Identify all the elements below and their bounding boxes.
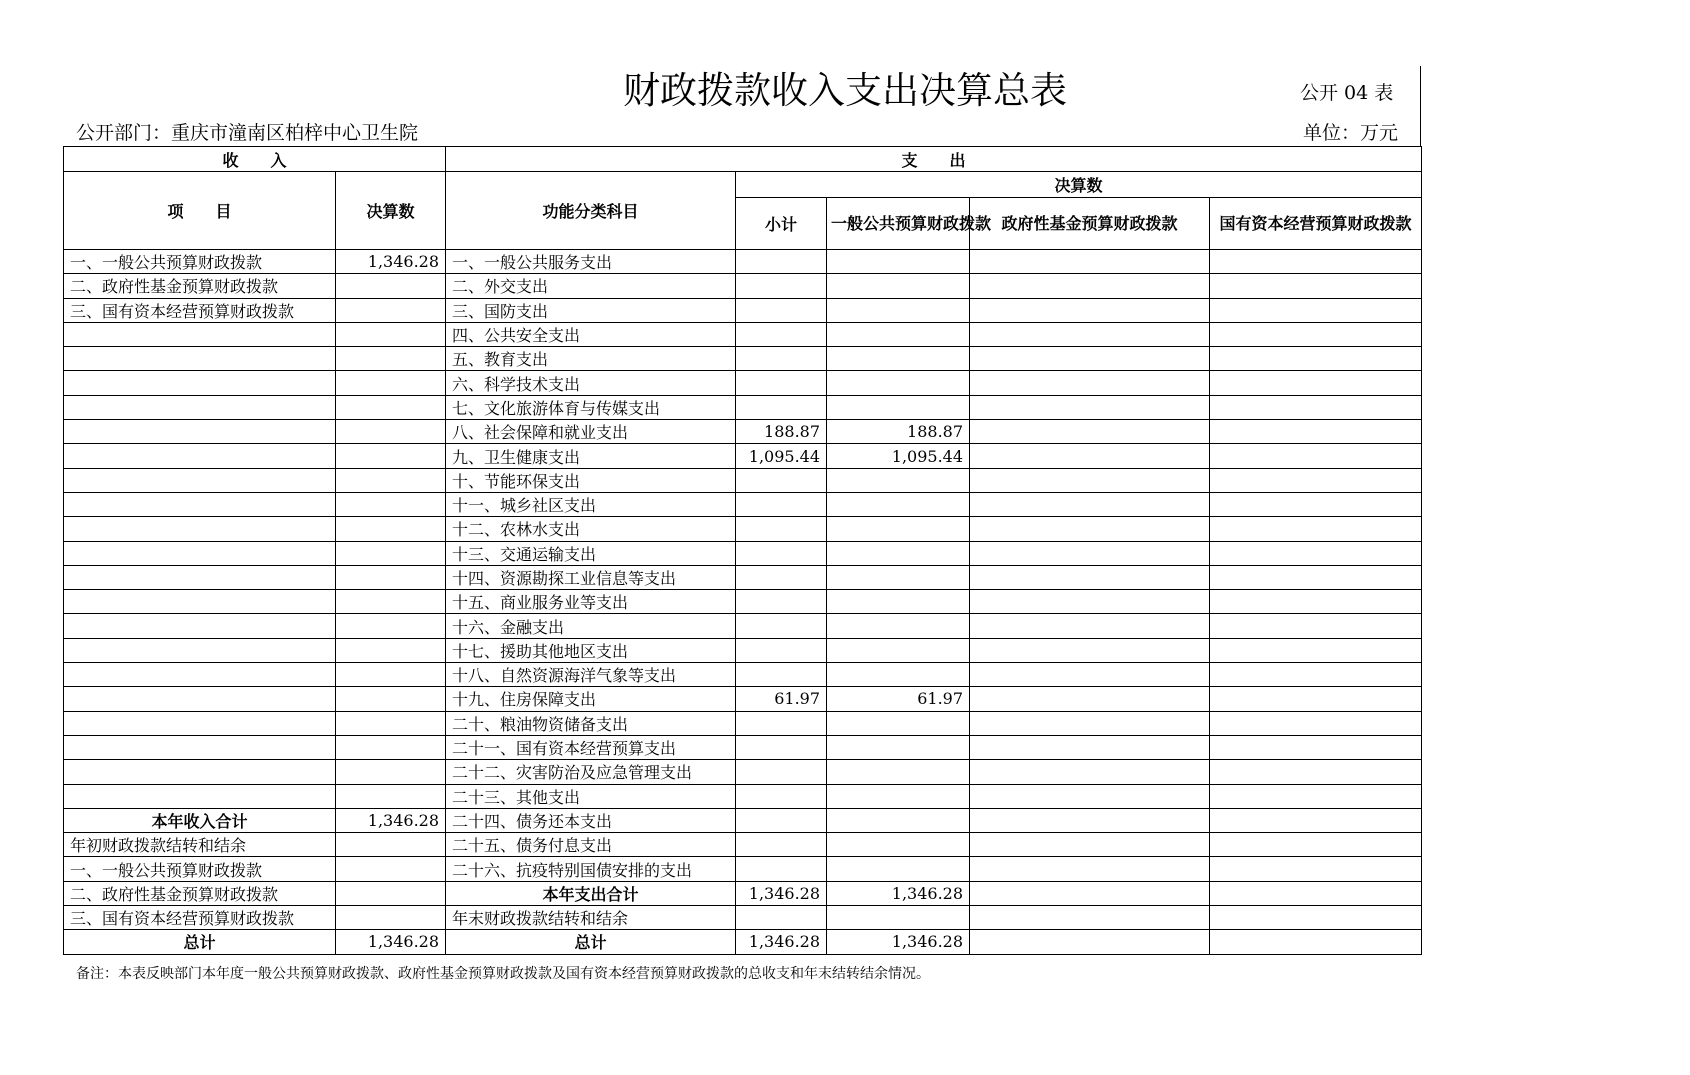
income-amount-cell	[336, 468, 446, 492]
general-budget-cell: 1,095.44	[827, 444, 970, 468]
table-body	[64, 250, 1422, 955]
subtotal-cell	[736, 833, 827, 857]
income-header: 收 入	[64, 147, 446, 172]
table-row	[64, 784, 1422, 808]
table-row	[64, 347, 1422, 371]
subtotal-cell	[736, 906, 827, 930]
income-amount-cell	[336, 638, 446, 662]
table-row	[64, 735, 1422, 759]
income-amount-cell	[336, 906, 446, 930]
table-row	[64, 857, 1422, 881]
state-capital-cell	[1210, 322, 1422, 346]
general-budget-cell: 188.87	[827, 420, 970, 444]
table-row	[64, 492, 1422, 516]
state-capital-cell	[1210, 468, 1422, 492]
income-amount-cell	[336, 663, 446, 687]
general-budget-header: 一般公共预算财政拨款	[827, 198, 970, 250]
income-amount-cell	[336, 517, 446, 541]
subtotal-cell	[736, 711, 827, 735]
state-capital-cell	[1210, 298, 1422, 322]
general-budget-cell	[827, 517, 970, 541]
subtotal-cell	[736, 274, 827, 298]
income-amount-cell	[336, 614, 446, 638]
general-budget-cell	[827, 298, 970, 322]
subtotal-cell: 1,095.44	[736, 444, 827, 468]
state-capital-header: 国有资本经营预算财政拨款	[1210, 198, 1422, 250]
table-row	[64, 322, 1422, 346]
income-item-cell	[64, 687, 336, 711]
subtotal-cell	[736, 760, 827, 784]
unit-label: 单位：万元	[1303, 122, 1399, 144]
general-budget-cell: 61.97	[827, 687, 970, 711]
income-item-cell: 二、政府性基金预算财政拨款	[64, 881, 336, 905]
income-amount-cell	[336, 492, 446, 516]
gov-fund-cell	[970, 638, 1210, 662]
budget-table	[63, 146, 1422, 955]
table-row	[64, 395, 1422, 419]
subtotal-cell	[736, 250, 827, 274]
expense-item-cell: 十、节能环保支出	[446, 468, 736, 492]
income-amount-cell: 1,346.28	[336, 808, 446, 832]
income-amount-cell	[336, 735, 446, 759]
general-budget-cell	[827, 347, 970, 371]
state-capital-cell	[1210, 760, 1422, 784]
state-capital-cell	[1210, 347, 1422, 371]
general-budget-cell	[827, 468, 970, 492]
expense-item-cell: 二、外交支出	[446, 274, 736, 298]
gov-fund-cell	[970, 420, 1210, 444]
state-capital-cell	[1210, 833, 1422, 857]
footnote: 备注：本表反映部门本年度一般公共预算财政拨款、政府性基金预算财政拨款及国有资本经营预算财政拨款的总收支和年末结转结余情况。	[76, 966, 930, 982]
income-item-cell: 本年收入合计	[64, 808, 336, 832]
gov-fund-cell	[970, 735, 1210, 759]
expense-item-cell: 十七、援助其他地区支出	[446, 638, 736, 662]
income-item-cell	[64, 638, 336, 662]
income-item-cell: 一、一般公共预算财政拨款	[64, 250, 336, 274]
state-capital-cell	[1210, 857, 1422, 881]
table-row	[64, 833, 1422, 857]
table-row	[64, 420, 1422, 444]
gov-fund-cell	[970, 857, 1210, 881]
expense-item-cell: 十一、城乡社区支出	[446, 492, 736, 516]
table-row	[64, 906, 1422, 930]
gov-fund-cell	[970, 590, 1210, 614]
state-capital-cell	[1210, 784, 1422, 808]
expense-item-cell: 三、国防支出	[446, 298, 736, 322]
expense-item-cell: 十四、资源勘探工业信息等支出	[446, 565, 736, 589]
department-label: 公开部门：重庆市潼南区柏梓中心卫生院	[76, 122, 419, 144]
expense-item-cell: 五、教育支出	[446, 347, 736, 371]
table-row	[64, 663, 1422, 687]
income-item-cell: 二、政府性基金预算财政拨款	[64, 274, 336, 298]
general-budget-cell	[827, 784, 970, 808]
income-amount-cell: 1,346.28	[336, 250, 446, 274]
table-row	[64, 711, 1422, 735]
gov-fund-cell	[970, 808, 1210, 832]
income-amount-cell	[336, 395, 446, 419]
expense-item-cell: 二十五、债务付息支出	[446, 833, 736, 857]
expense-item-cell: 十八、自然资源海洋气象等支出	[446, 663, 736, 687]
expense-item-cell: 十二、农林水支出	[446, 517, 736, 541]
expense-item-cell: 二十二、灾害防治及应急管理支出	[446, 760, 736, 784]
income-item-cell	[64, 784, 336, 808]
gov-fund-cell	[970, 250, 1210, 274]
gov-fund-cell	[970, 298, 1210, 322]
general-budget-cell	[827, 541, 970, 565]
table-row	[64, 541, 1422, 565]
general-budget-cell	[827, 808, 970, 832]
income-amount-cell	[336, 711, 446, 735]
income-item-cell: 三、国有资本经营预算财政拨款	[64, 906, 336, 930]
table-row	[64, 881, 1422, 905]
expense-item-cell: 八、社会保障和就业支出	[446, 420, 736, 444]
table-row	[64, 638, 1422, 662]
general-budget-cell	[827, 760, 970, 784]
general-budget-cell: 1,346.28	[827, 881, 970, 905]
expense-item-cell: 十六、金融支出	[446, 614, 736, 638]
general-budget-cell	[827, 565, 970, 589]
table-row	[64, 298, 1422, 322]
gov-fund-cell	[970, 614, 1210, 638]
income-item-cell	[64, 444, 336, 468]
income-amount-cell	[336, 565, 446, 589]
gov-fund-cell	[970, 517, 1210, 541]
subtotal-cell	[736, 614, 827, 638]
expense-item-cell: 二十一、国有资本经营预算支出	[446, 735, 736, 759]
subtotal-cell: 1,346.28	[736, 930, 827, 954]
table-row	[64, 565, 1422, 589]
income-amount-cell	[336, 274, 446, 298]
income-item-cell: 总计	[64, 930, 336, 954]
income-item-cell	[64, 517, 336, 541]
page-title: 财政拨款收入支出决算总表	[623, 69, 1067, 112]
expense-item-cell: 十五、商业服务业等支出	[446, 590, 736, 614]
state-capital-cell	[1210, 808, 1422, 832]
general-budget-cell	[827, 322, 970, 346]
table-row	[64, 808, 1422, 832]
subtotal-cell	[736, 371, 827, 395]
gov-fund-cell	[970, 930, 1210, 954]
state-capital-cell	[1210, 930, 1422, 954]
income-amount-cell	[336, 347, 446, 371]
income-item-cell	[64, 735, 336, 759]
gov-fund-cell	[970, 444, 1210, 468]
gov-fund-cell	[970, 371, 1210, 395]
income-amount-cell	[336, 881, 446, 905]
subtotal-cell	[736, 322, 827, 346]
state-capital-cell	[1210, 711, 1422, 735]
income-item-cell	[64, 614, 336, 638]
income-item-cell	[64, 541, 336, 565]
income-item-cell	[64, 760, 336, 784]
state-capital-cell	[1210, 274, 1422, 298]
state-capital-cell	[1210, 492, 1422, 516]
state-capital-cell	[1210, 881, 1422, 905]
income-item-cell	[64, 347, 336, 371]
income-item-cell	[64, 711, 336, 735]
expense-item-cell: 一、一般公共服务支出	[446, 250, 736, 274]
general-budget-cell	[827, 833, 970, 857]
amount-header: 决算数	[336, 172, 446, 250]
general-budget-cell	[827, 395, 970, 419]
income-item-cell: 三、国有资本经营预算财政拨款	[64, 298, 336, 322]
general-budget-cell: 1,346.28	[827, 930, 970, 954]
subtotal-cell	[736, 857, 827, 881]
income-amount-cell	[336, 590, 446, 614]
expense-item-cell: 二十六、抗疫特别国债安排的支出	[446, 857, 736, 881]
gov-fund-cell	[970, 784, 1210, 808]
expense-item-cell: 九、卫生健康支出	[446, 444, 736, 468]
form-number: 公开 04 表	[1300, 82, 1394, 104]
state-capital-cell	[1210, 590, 1422, 614]
general-budget-cell	[827, 906, 970, 930]
state-capital-cell	[1210, 250, 1422, 274]
table-row	[64, 274, 1422, 298]
gov-fund-cell	[970, 906, 1210, 930]
subtotal-cell	[736, 808, 827, 832]
income-item-cell	[64, 565, 336, 589]
subtotal-cell: 1,346.28	[736, 881, 827, 905]
state-capital-cell	[1210, 517, 1422, 541]
function-class-header: 功能分类科目	[446, 172, 736, 250]
table-row	[64, 250, 1422, 274]
table-row	[64, 371, 1422, 395]
subtotal-cell	[736, 492, 827, 516]
expense-item-cell: 年末财政拨款结转和结余	[446, 906, 736, 930]
general-budget-cell	[827, 735, 970, 759]
state-capital-cell	[1210, 638, 1422, 662]
item-header: 项 目	[64, 172, 336, 250]
income-item-cell: 一、一般公共预算财政拨款	[64, 857, 336, 881]
gov-fund-cell	[970, 881, 1210, 905]
general-budget-cell	[827, 638, 970, 662]
state-capital-cell	[1210, 395, 1422, 419]
state-capital-cell	[1210, 420, 1422, 444]
general-budget-cell	[827, 711, 970, 735]
general-budget-cell	[827, 371, 970, 395]
state-capital-cell	[1210, 687, 1422, 711]
general-budget-cell	[827, 590, 970, 614]
subtotal-cell: 188.87	[736, 420, 827, 444]
gov-fund-cell	[970, 663, 1210, 687]
gov-fund-cell	[970, 395, 1210, 419]
subtotal-cell	[736, 347, 827, 371]
income-amount-cell	[336, 760, 446, 784]
table-row	[64, 687, 1422, 711]
general-budget-cell	[827, 663, 970, 687]
gov-fund-cell	[970, 541, 1210, 565]
income-amount-cell	[336, 444, 446, 468]
income-amount-cell	[336, 298, 446, 322]
subtotal-cell	[736, 541, 827, 565]
gov-fund-cell	[970, 274, 1210, 298]
state-capital-cell	[1210, 735, 1422, 759]
general-budget-cell	[827, 614, 970, 638]
income-item-cell	[64, 371, 336, 395]
income-item-cell	[64, 420, 336, 444]
expense-item-cell: 本年支出合计	[446, 881, 736, 905]
general-budget-cell	[827, 857, 970, 881]
gov-fund-cell	[970, 833, 1210, 857]
gov-fund-cell	[970, 687, 1210, 711]
expense-item-cell: 四、公共安全支出	[446, 322, 736, 346]
table-row	[64, 590, 1422, 614]
subtotal-cell	[736, 517, 827, 541]
expense-item-cell: 七、文化旅游体育与传媒支出	[446, 395, 736, 419]
expense-item-cell: 二十四、债务还本支出	[446, 808, 736, 832]
income-amount-cell	[336, 371, 446, 395]
income-item-cell: 年初财政拨款结转和结余	[64, 833, 336, 857]
general-budget-cell	[827, 250, 970, 274]
income-amount-cell	[336, 322, 446, 346]
gov-fund-cell	[970, 760, 1210, 784]
income-item-cell	[64, 590, 336, 614]
subtotal-cell: 61.97	[736, 687, 827, 711]
expense-item-cell: 二十、粮油物资储备支出	[446, 711, 736, 735]
table-row	[64, 468, 1422, 492]
table-row	[64, 614, 1422, 638]
expense-item-cell: 二十三、其他支出	[446, 784, 736, 808]
gov-fund-cell	[970, 468, 1210, 492]
table-row	[64, 930, 1422, 954]
income-amount-cell	[336, 541, 446, 565]
table-row	[64, 444, 1422, 468]
subtotal-cell	[736, 735, 827, 759]
state-capital-cell	[1210, 444, 1422, 468]
subtotal-header: 小计	[736, 198, 827, 250]
income-amount-cell	[336, 420, 446, 444]
subtotal-cell	[736, 784, 827, 808]
subtotal-cell	[736, 468, 827, 492]
table-row	[64, 760, 1422, 784]
state-capital-cell	[1210, 906, 1422, 930]
expense-item-cell: 六、科学技术支出	[446, 371, 736, 395]
subtotal-cell	[736, 298, 827, 322]
expense-header: 支 出	[446, 147, 1422, 172]
subtotal-cell	[736, 590, 827, 614]
subtotal-cell	[736, 638, 827, 662]
expense-item-cell: 十三、交通运输支出	[446, 541, 736, 565]
gov-fund-header: 政府性基金预算财政拨款	[970, 198, 1210, 250]
state-capital-cell	[1210, 614, 1422, 638]
gov-fund-cell	[970, 322, 1210, 346]
final-amount-header: 决算数	[736, 172, 1422, 198]
general-budget-cell	[827, 492, 970, 516]
gov-fund-cell	[970, 492, 1210, 516]
income-amount-cell	[336, 784, 446, 808]
gov-fund-cell	[970, 347, 1210, 371]
gov-fund-cell	[970, 711, 1210, 735]
income-amount-cell: 1,346.28	[336, 930, 446, 954]
expense-item-cell: 总计	[446, 930, 736, 954]
table-row	[64, 517, 1422, 541]
income-item-cell	[64, 492, 336, 516]
subtotal-cell	[736, 395, 827, 419]
state-capital-cell	[1210, 663, 1422, 687]
state-capital-cell	[1210, 541, 1422, 565]
state-capital-cell	[1210, 565, 1422, 589]
state-capital-cell	[1210, 371, 1422, 395]
income-amount-cell	[336, 833, 446, 857]
general-budget-cell	[827, 274, 970, 298]
subtotal-cell	[736, 565, 827, 589]
income-item-cell	[64, 468, 336, 492]
income-item-cell	[64, 663, 336, 687]
income-item-cell	[64, 395, 336, 419]
gov-fund-cell	[970, 565, 1210, 589]
income-amount-cell	[336, 687, 446, 711]
income-item-cell	[64, 322, 336, 346]
income-amount-cell	[336, 857, 446, 881]
subtotal-cell	[736, 663, 827, 687]
expense-item-cell: 十九、住房保障支出	[446, 687, 736, 711]
